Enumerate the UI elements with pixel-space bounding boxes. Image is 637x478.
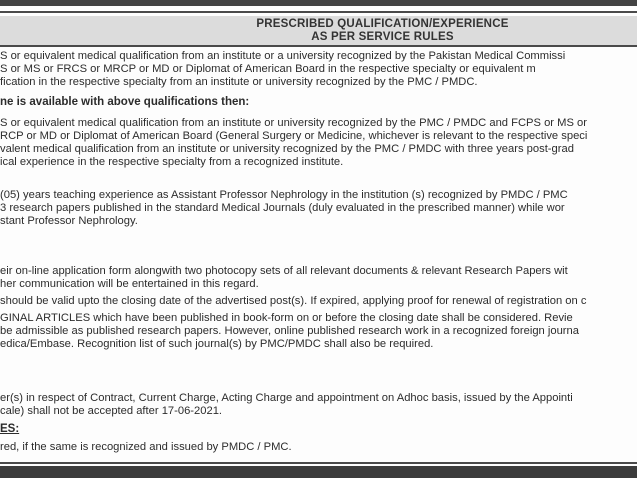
body-text-line: should be valid upto the closing date of the advertised post(s). If expired, applying proof for renewal of registration on c bbox=[0, 295, 587, 307]
body-text-line: cale) shall not be accepted after 17-06-2021. bbox=[0, 405, 223, 417]
body-text-line: eir on-line application form alongwith two photocopy sets of all relevant documents & relevant Research Papers wit bbox=[0, 265, 568, 277]
body-text-line: her communication will be entertained in this regard. bbox=[0, 278, 259, 290]
body-text-line: red, if the same is recognized and issued by PMDC / PMC. bbox=[0, 441, 292, 453]
body-text-line: S or MS or FRCS or MRCP or MD or Diplomat of American Board in the respective specialty or equivalent m bbox=[0, 63, 536, 75]
top-rule bbox=[0, 11, 637, 13]
body-text-line: be admissible as published research papers. However, online published research work in a recognized foreign journa bbox=[0, 325, 579, 337]
header-title-line2: AS PER SERVICE RULES bbox=[311, 31, 454, 43]
header-title-line1: PRESCRIBED QUALIFICATION/EXPERIENCE bbox=[256, 18, 509, 30]
body-text-line: ical experience in the respective specialty from a recognized institute. bbox=[0, 156, 344, 168]
section-heading: ne is available with above qualifications then: bbox=[0, 96, 250, 108]
body-text-line: edica/Embase. Recognition list of such journal(s) by PMC/PMDC shall also be required. bbox=[0, 338, 434, 350]
body-text-line: RCP or MD or Diplomat of American Board (General Surgery or Medicine, whichever is relevant to the respective speci bbox=[0, 130, 588, 142]
body-text-line: GINAL ARTICLES which have been published in book-form on or before the closing date shall be considered. Revie bbox=[0, 312, 573, 324]
bottom-border-strip bbox=[0, 466, 637, 478]
section-header bbox=[0, 16, 637, 47]
body-text-line: valent medical qualification from an institute or university recognized by the PMC / PMDC with three years post-grad bbox=[0, 143, 574, 155]
body-text-line: S or equivalent medical qualification from an institute or university recognized by the PMC / PMDC and FCPS or MS or bbox=[0, 117, 587, 129]
section-heading: ES: bbox=[0, 423, 20, 435]
body-text-line: 3 research papers published in the standard Medical Journals (duly evaluated in the prescribed manner) while wor bbox=[0, 202, 565, 214]
bottom-rule bbox=[0, 462, 637, 464]
body-text-line: fication in the respective specialty from an institute or university recognized by the PMC / PMDC. bbox=[0, 76, 478, 88]
body-text-line: er(s) in respect of Contract, Current Charge, Acting Charge and appointment on Adhoc basis, issued by the Appointi bbox=[0, 392, 573, 404]
body-text-line: S or equivalent medical qualification from an institute or a university recognized by the Pakistan Medical Commissi bbox=[0, 50, 566, 62]
body-text-line: (05) years teaching experience as Assistant Professor Nephrology in the institution (s) recognized by PMDC / PMC bbox=[0, 189, 568, 201]
body-text-line: stant Professor Nephrology. bbox=[0, 215, 138, 227]
